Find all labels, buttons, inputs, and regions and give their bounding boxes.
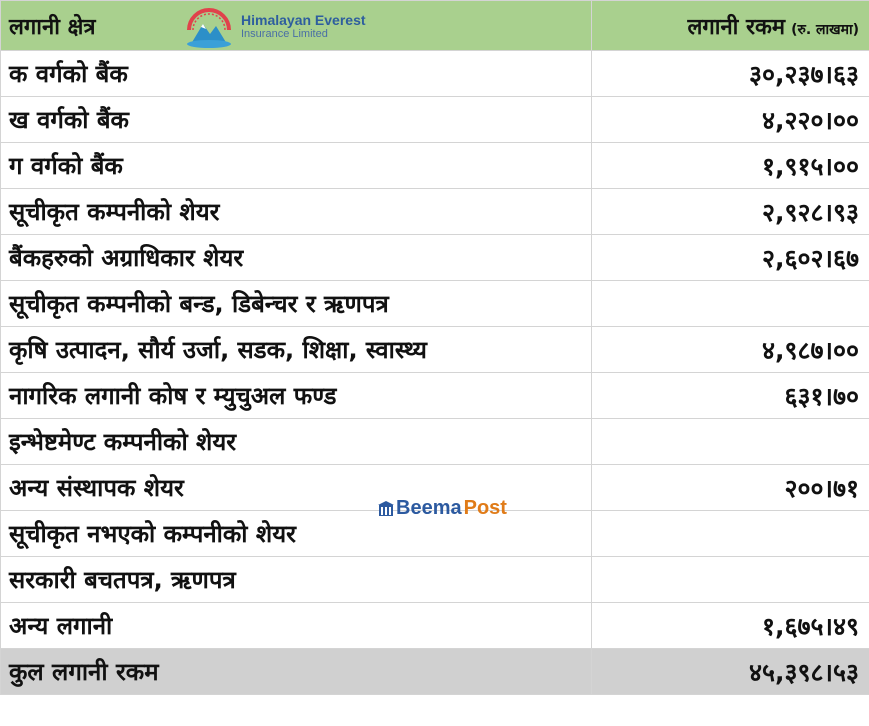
- amount-cell: १,६७५।४९: [592, 603, 869, 649]
- building-icon: [378, 501, 394, 517]
- table-row: [1, 235, 869, 281]
- amount-cell: [592, 511, 869, 557]
- table-row: [1, 143, 869, 189]
- amount-header: [592, 1, 869, 51]
- watermark-part2: Post: [463, 497, 507, 519]
- amount-cell: [592, 419, 869, 465]
- sector-cell: ग वर्गको बैंक: [1, 143, 592, 189]
- amount-cell: [592, 557, 869, 603]
- amount-cell: ३०,२३७।६३: [592, 51, 869, 97]
- table-row: [1, 189, 869, 235]
- sector-cell: कृषि उत्पादन, सौर्य उर्जा, सडक, शिक्षा, स्वास्थ्य: [1, 327, 592, 373]
- mountain-sun-logo-icon: [183, 4, 235, 48]
- sector-cell: सूचीकृत कम्पनीको बन्ड, डिबेन्चर र ऋणपत्र: [1, 281, 592, 327]
- sector-cell: अन्य संस्थापक शेयर: [1, 465, 592, 511]
- table-row: [1, 373, 869, 419]
- total-label: कुल लगानी रकम: [1, 649, 592, 695]
- table-row: [1, 419, 869, 465]
- beemapost-watermark: [378, 497, 507, 520]
- header-row: [1, 1, 869, 51]
- sector-cell: नागरिक लगानी कोष र म्युचुअल फण्ड: [1, 373, 592, 419]
- amount-cell: २,६०२।६७: [592, 235, 869, 281]
- table-row: [1, 97, 869, 143]
- total-row: [1, 649, 869, 695]
- table-row: [1, 603, 869, 649]
- sector-header-label: लगानी क्षेत्र: [9, 14, 96, 40]
- investment-rows: [1, 51, 869, 649]
- table-row: [1, 281, 869, 327]
- amount-cell: ६३१।७०: [592, 373, 869, 419]
- sector-cell: सरकारी बचतपत्र, ऋणपत्र: [1, 557, 592, 603]
- sector-cell: सूचीकृत कम्पनीको शेयर: [1, 189, 592, 235]
- table-row: [1, 327, 869, 373]
- sector-header: [1, 1, 592, 51]
- company-logo: [183, 4, 366, 48]
- sector-cell: इन्भेष्टमेण्ट कम्पनीको शेयर: [1, 419, 592, 465]
- watermark-part1: Beema: [396, 497, 462, 519]
- amount-cell: १,९१५।००: [592, 143, 869, 189]
- table-row: [1, 557, 869, 603]
- sector-cell: क वर्गको बैंक: [1, 51, 592, 97]
- amount-cell: २,९२८।९३: [592, 189, 869, 235]
- logo-subtitle: Insurance Limited: [241, 27, 328, 40]
- total-amount: ४५,३९८।५३: [592, 649, 869, 695]
- amount-cell: ४,९८७।००: [592, 327, 869, 373]
- amount-cell: [592, 281, 869, 327]
- sector-cell: सूचीकृत नभएको कम्पनीको शेयर: [1, 511, 592, 557]
- sector-cell: बैंकहरुको अग्राधिकार शेयर: [1, 235, 592, 281]
- amount-header-label: लगानी रकम: [687, 14, 786, 40]
- logo-name: Himalayan Everest: [241, 11, 366, 28]
- sector-cell: ख वर्गको बैंक: [1, 97, 592, 143]
- table-row: [1, 51, 869, 97]
- amount-cell: २००।७१: [592, 465, 869, 511]
- amount-unit: (रु. लाखमा): [791, 21, 859, 38]
- sector-cell: अन्य लगानी: [1, 603, 592, 649]
- amount-cell: ४,२२०।००: [592, 97, 869, 143]
